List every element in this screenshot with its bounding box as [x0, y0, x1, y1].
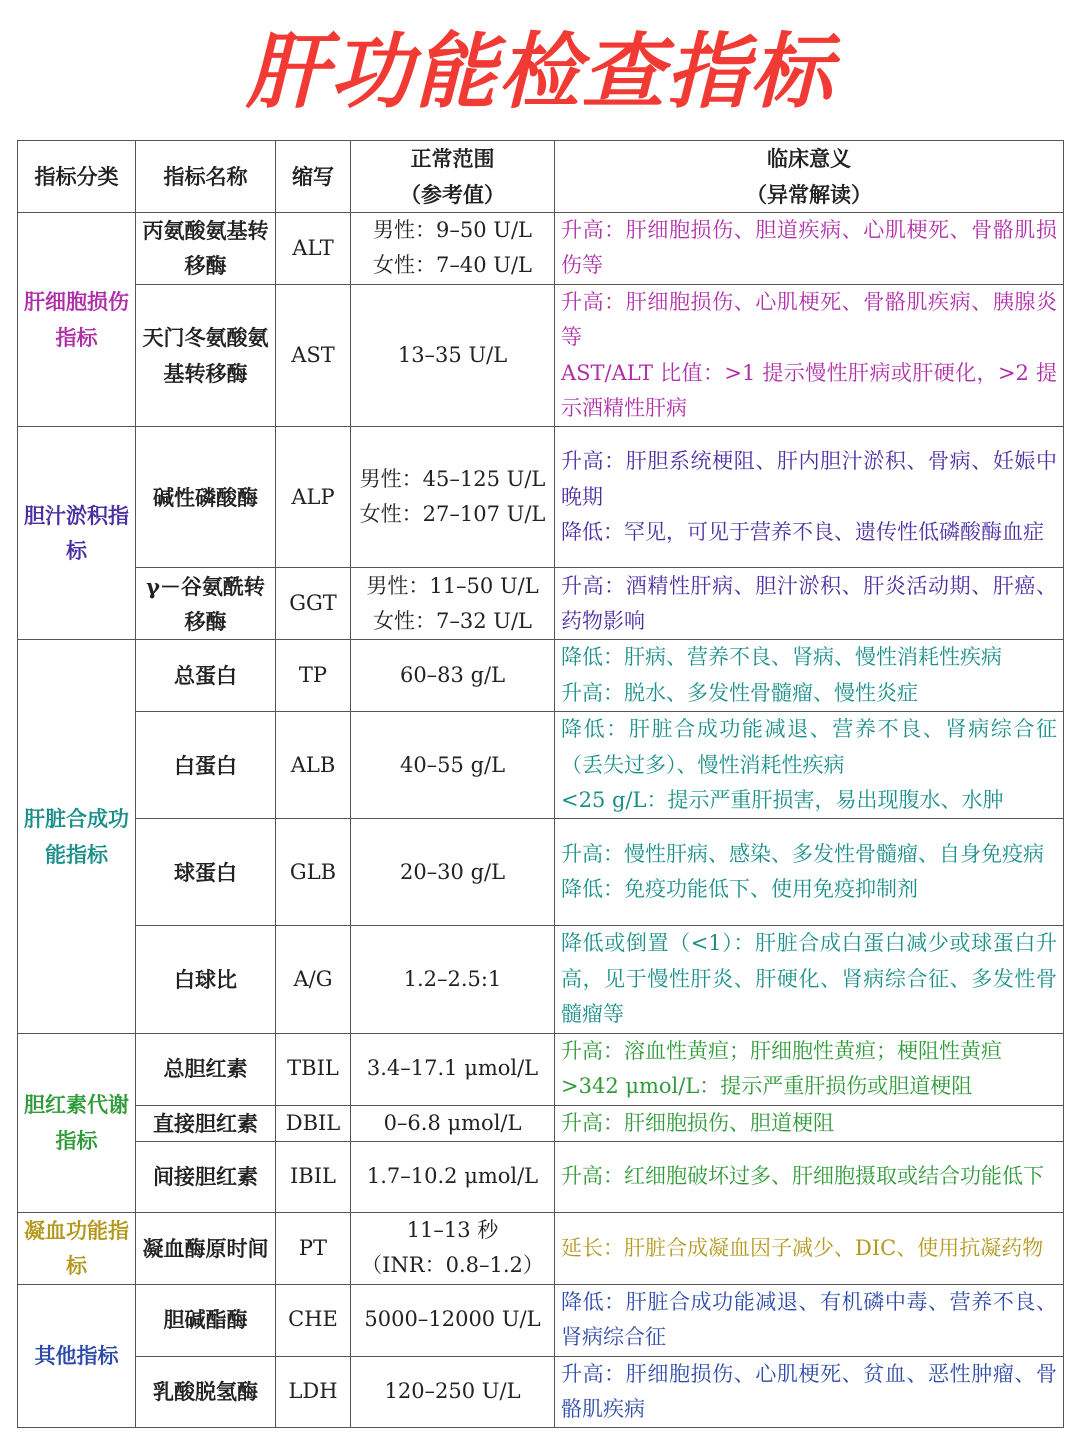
range-pt: [351, 1212, 555, 1284]
range-alt: [351, 213, 555, 285]
meaning-ast: [555, 284, 1064, 427]
meaning-dbil: [555, 1105, 1064, 1141]
header-range-line2: （参考值）: [400, 181, 505, 207]
header-category: 指标分类: [18, 141, 136, 213]
meaning-dbil-line: 升高：肝细胞损伤、胆道梗阻: [561, 1110, 834, 1135]
category-coagulation: 凝血功能指标: [18, 1212, 136, 1284]
range-tbil: 3.4–17.1 μmol/L: [351, 1033, 555, 1105]
category-other: 其他指标: [18, 1284, 136, 1428]
meaning-ag: [555, 926, 1064, 1033]
range-dbil: 0–6.8 μmol/L: [351, 1105, 555, 1141]
abbr-ldh: LDH: [276, 1356, 351, 1428]
range-che: 5000–12000 U/L: [351, 1284, 555, 1356]
abbr-ibil: IBIL: [276, 1141, 351, 1212]
header-range-line1: 正常范围: [410, 146, 495, 172]
range-ggt-male: 男性：11–50 U/L: [366, 573, 539, 598]
table-row-tbil: [18, 1033, 1064, 1105]
header-meaning-line1: 临床意义: [767, 146, 851, 172]
range-ibil: 1.7–10.2 μmol/L: [351, 1141, 555, 1212]
name-alt: 丙氨酸氨基转移酶: [136, 213, 276, 285]
table-row-pt: [18, 1212, 1064, 1284]
table-row-ldh: [18, 1356, 1064, 1428]
range-pt-inr: （INR：0.8–1.2）: [361, 1253, 544, 1278]
range-ast: 13–35 U/L: [351, 284, 555, 427]
abbr-tp: TP: [276, 640, 351, 712]
header-row: [18, 141, 1064, 213]
meaning-ag-line: 降低或倒置（<1）：肝脏合成白蛋白减少或球蛋白升高，见于慢性肝炎、肝硬化、肾病综合征、多发性骨髓瘤等: [561, 931, 1057, 1027]
range-alb: 40–55 g/L: [351, 712, 555, 819]
meaning-ibil: [555, 1141, 1064, 1212]
meaning-alt: [555, 213, 1064, 285]
abbr-glb: GLB: [276, 819, 351, 926]
abbr-ast: AST: [276, 284, 351, 427]
name-dbil: 直接胆红素: [136, 1105, 276, 1141]
page-title: 肝功能检查指标: [246, 25, 834, 120]
category-synthesis: 肝脏合成功能指标: [18, 640, 136, 1033]
abbr-ag: A/G: [276, 926, 351, 1033]
range-alt-male: 男性：9–50 U/L: [373, 218, 532, 242]
meaning-alb: [555, 712, 1064, 819]
header-abbr: 缩写: [276, 141, 351, 213]
name-tbil: 总胆红素: [136, 1033, 276, 1105]
range-ag: 1.2–2.5:1: [351, 926, 555, 1033]
meaning-tbil-line2: >342 μmol/L：提示严重肝损伤或胆道梗阻: [561, 1074, 973, 1099]
abbr-alp: ALP: [276, 427, 351, 568]
meaning-ldh-line: 升高：肝细胞损伤、心肌梗死、贫血、恶性肿瘤、骨骼肌疾病: [561, 1361, 1057, 1421]
header-meaning-line2: （异常解读）: [746, 181, 872, 207]
name-ast: 天门冬氨酸氨基转移酶: [136, 284, 276, 427]
name-ag: 白球比: [136, 926, 276, 1033]
category-hepatocyte: 肝细胞损伤指标: [18, 213, 136, 427]
table-row-ibil: [18, 1141, 1064, 1212]
name-alb: 白蛋白: [136, 712, 276, 819]
liver-function-table: [17, 140, 1064, 1428]
range-pt-seconds: 11–13 秒: [406, 1217, 499, 1242]
meaning-pt-line: 延长：肝脏合成凝血因子减少、DIC、使用抗凝药物: [561, 1235, 1044, 1260]
meaning-ast-line2: AST/ALT 比值：>1 提示慢性肝病或肝硬化，>2 提示酒精性肝病: [561, 360, 1057, 421]
range-tp: 60–83 g/L: [351, 640, 555, 712]
table-row-ag: [18, 926, 1064, 1033]
abbr-pt: PT: [276, 1212, 351, 1284]
range-ldh: 120–250 U/L: [351, 1356, 555, 1428]
range-ggt: [351, 568, 555, 640]
category-bilirubin: 胆红素代谢指标: [18, 1033, 136, 1212]
table-row-alp: [18, 427, 1064, 568]
name-alp: 碱性磷酸酶: [136, 427, 276, 568]
abbr-tbil: TBIL: [276, 1033, 351, 1105]
meaning-glb-line2: 降低：免疫功能低下、使用免疫抑制剂: [561, 877, 918, 902]
meaning-alp-line1: 升高：肝胆系统梗阻、肝内胆汁淤积、骨病、妊娠中晚期: [561, 449, 1057, 509]
name-ggt: γ－谷氨酰转移酶: [136, 568, 276, 640]
name-ldh: 乳酸脱氢酶: [136, 1356, 276, 1428]
meaning-tp: [555, 640, 1064, 712]
meaning-che: [555, 1284, 1064, 1356]
abbr-che: CHE: [276, 1284, 351, 1356]
table-row-alt: [18, 213, 1064, 285]
name-pt: 凝血酶原时间: [136, 1212, 276, 1284]
range-ggt-female: 女性：7–32 U/L: [373, 608, 532, 633]
table-row-ast: [18, 284, 1064, 427]
header-name: 指标名称: [136, 141, 276, 213]
header-range: [351, 141, 555, 213]
name-tp: 总蛋白: [136, 640, 276, 712]
category-cholestasis: 胆汁淤积指标: [18, 427, 136, 640]
table-row-dbil: [18, 1105, 1064, 1141]
meaning-alp-line2: 降低：罕见，可见于营养不良、遗传性低磷酸酶血症: [561, 520, 1044, 545]
abbr-dbil: DBIL: [276, 1105, 351, 1141]
table-row-alb: [18, 712, 1064, 819]
abbr-alb: ALB: [276, 712, 351, 819]
abbr-alt: ALT: [276, 213, 351, 285]
meaning-ldh: [555, 1356, 1064, 1428]
meaning-pt: [555, 1212, 1064, 1284]
meaning-tp-line1: 降低：肝病、营养不良、肾病、慢性消耗性疾病: [561, 645, 1002, 670]
name-ibil: 间接胆红素: [136, 1141, 276, 1212]
meaning-alb-line2: <25 g/L：提示严重肝损害，易出现腹水、水肿: [561, 788, 1004, 813]
meaning-glb-line1: 升高：慢性肝病、感染、多发性骨髓瘤、自身免疫病: [561, 842, 1044, 867]
name-che: 胆碱酯酶: [136, 1284, 276, 1356]
range-alp: 男性：45–125 U/L女性：27–107 U/L: [351, 427, 555, 568]
meaning-tbil-line1: 升高：溶血性黄疸；肝细胞性黄疸；梗阻性黄疸: [561, 1038, 1002, 1063]
meaning-ggt-line: 升高：酒精性肝病、胆汁淤积、肝炎活动期、肝癌、药物影响: [561, 573, 1057, 633]
meaning-ast-line1: 升高：肝细胞损伤、心肌梗死、骨骼肌疾病、胰腺炎等: [561, 289, 1057, 350]
meaning-alb-line1: 降低：肝脏合成功能减退、营养不良、肾病综合征（丢失过多）、慢性消耗性疾病: [561, 717, 1057, 777]
abbr-ggt: GGT: [276, 568, 351, 640]
meaning-ggt: [555, 568, 1064, 640]
table-row-ggt: [18, 568, 1064, 640]
meaning-alt-line: 升高：肝细胞损伤、胆道疾病、心肌梗死、骨骼肌损伤等: [561, 218, 1057, 278]
range-alt-female: 女性：7–40 U/L: [373, 253, 532, 278]
meaning-ibil-line: 升高：红细胞破坏过多、肝细胞摄取或结合功能低下: [561, 1164, 1044, 1189]
name-glb: 球蛋白: [136, 819, 276, 926]
meaning-che-line: 降低：肝脏合成功能减退、有机磷中毒、营养不良、肾病综合征: [561, 1289, 1057, 1350]
range-glb: 20–30 g/L: [351, 819, 555, 926]
meaning-tbil: [555, 1033, 1064, 1105]
table-row-glb: [18, 819, 1064, 926]
table-row-che: [18, 1284, 1064, 1356]
meaning-tp-line2: 升高：脱水、多发性骨髓瘤、慢性炎症: [561, 680, 918, 705]
header-meaning: [555, 141, 1064, 213]
table-row-tp: [18, 640, 1064, 712]
meaning-glb: [555, 819, 1064, 926]
meaning-alp: [555, 427, 1064, 568]
